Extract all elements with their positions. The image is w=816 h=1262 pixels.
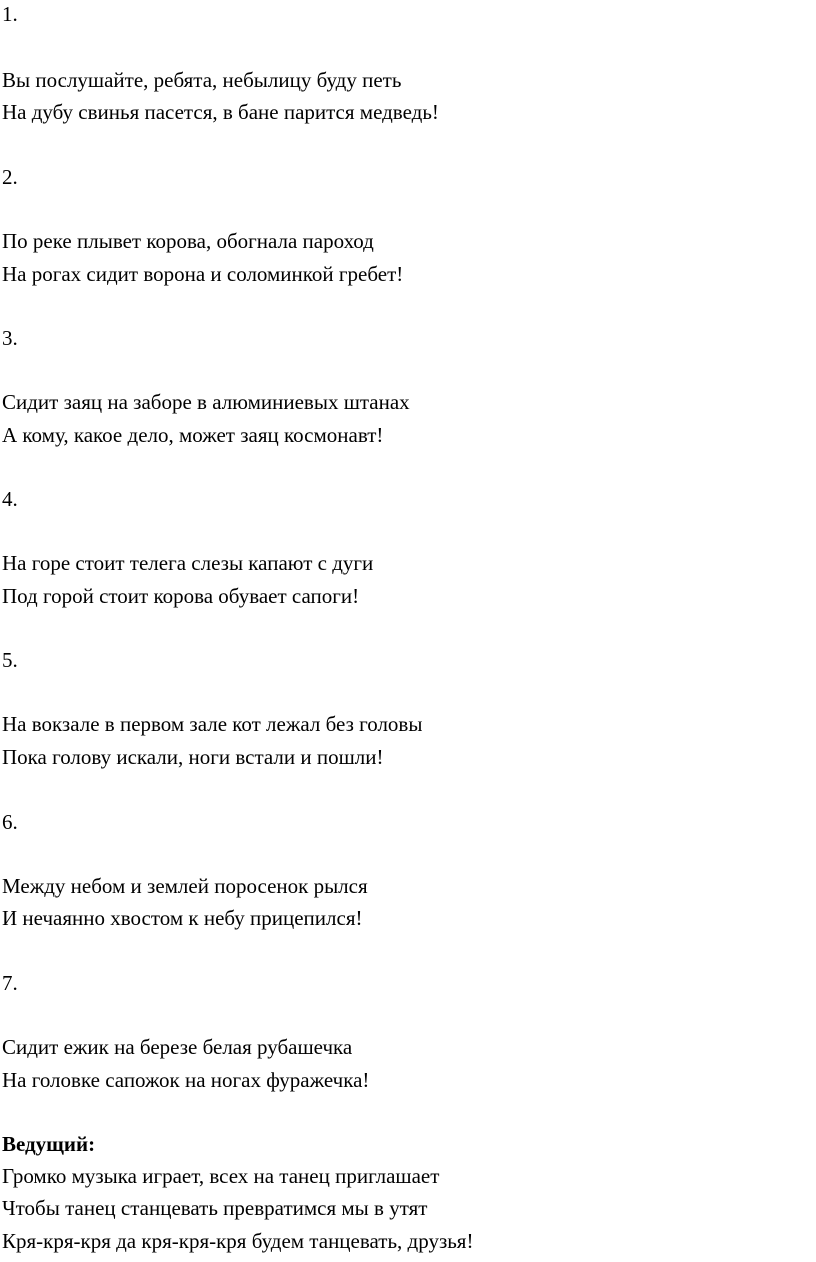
- verse-3-number: 3.: [2, 326, 18, 350]
- verse-7-line-1: Сидит ежик на березе белая рубашечка: [2, 1035, 353, 1059]
- host-line-3: Кря-кря-кря да кря-кря-кря будем танцевать, друзья!: [2, 1229, 474, 1253]
- verse-2-number: 2.: [2, 165, 18, 189]
- verse-3-line-2: А кому, какое дело, может заяц космонавт!: [2, 423, 384, 447]
- verse-1-number: 1.: [2, 2, 18, 26]
- verse-6-number: 6.: [2, 810, 18, 834]
- verse-1-line-1: Вы послушайте, ребята, небылицу буду петь: [2, 68, 402, 92]
- verse-2-line-2: На рогах сидит ворона и соломинкой гребет!: [2, 262, 404, 286]
- verse-4-line-1: На горе стоит телега слезы капают с дуги: [2, 551, 374, 575]
- verse-7-line-2: На головке сапожок на ногах фуражечка!: [2, 1068, 370, 1092]
- verse-2-line-1: По реке плывет корова, обогнала пароход: [2, 229, 374, 253]
- host-line-2: Чтобы танец станцевать превратимся мы в утят: [2, 1196, 428, 1220]
- verse-3-line-1: Сидит заяц на заборе в алюминиевых штанах: [2, 390, 410, 414]
- verse-5-number: 5.: [2, 648, 18, 672]
- verse-4-number: 4.: [2, 487, 18, 511]
- host-line-1: Громко музыка играет, всех на танец приглашает: [2, 1164, 440, 1188]
- host-label: Ведущий:: [2, 1132, 96, 1156]
- verse-1-line-2: На дубу свинья пасется, в бане парится медведь!: [2, 100, 439, 124]
- verse-7-number: 7.: [2, 971, 18, 995]
- verse-6-line-1: Между небом и землей поросенок рылся: [2, 874, 368, 898]
- verse-5-line-2: Пока голову искали, ноги встали и пошли!: [2, 745, 384, 769]
- verse-5-line-1: На вокзале в первом зале кот лежал без головы: [2, 712, 423, 736]
- verse-4-line-2: Под горой стоит корова обувает сапоги!: [2, 584, 360, 608]
- verse-6-line-2: И нечаянно хвостом к небу прицепился!: [2, 906, 363, 930]
